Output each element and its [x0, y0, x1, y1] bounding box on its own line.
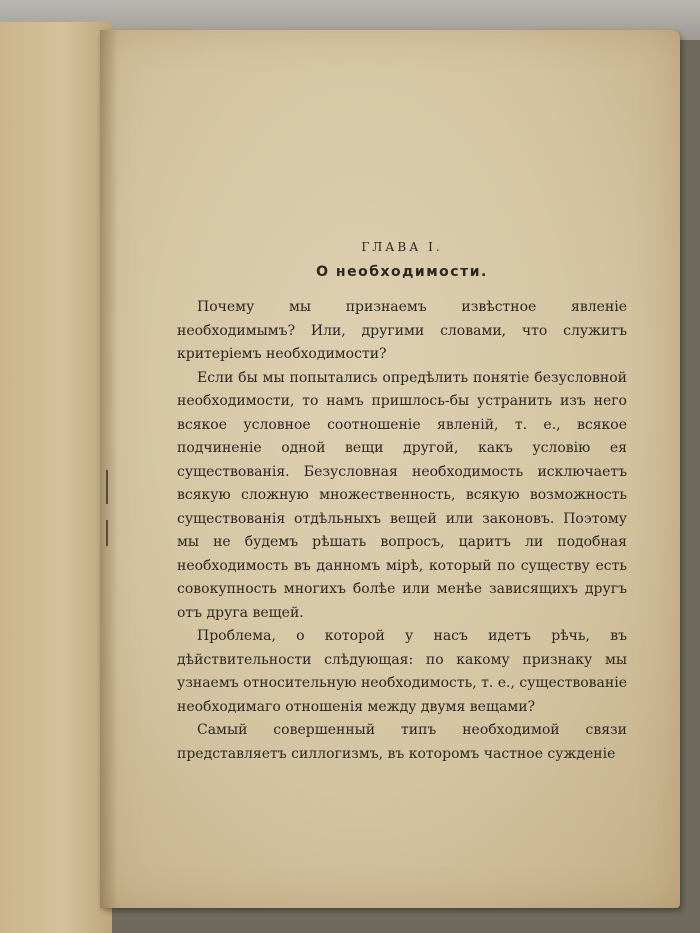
paragraph: Почему мы признаемъ извѣстное явленіе необходимымъ? Или, другими словами, что служитъ критеріемъ необходимости?	[177, 299, 627, 362]
chapter-title: О необходимости.	[316, 264, 488, 280]
page-text	[177, 240, 627, 766]
chapter-label: ГЛАВА I.	[361, 240, 443, 254]
paragraph: Самый совершенный типъ необходимой связи представляетъ силлогизмъ, въ которомъ частное сужденіе	[177, 722, 627, 762]
page-gutter	[100, 30, 118, 908]
book-page	[100, 30, 680, 908]
paragraph: Если бы мы попытались опредѣлить понятіе безусловной необходимости, то намъ пришлось-бы устранить изъ него всякое условное соотношеніе явленій, т. е., всякое подчиненіе одной вещи другой, какъ условію ея существованія. Безусловная необходимость исключаетъ всякую сложную множественность, всякую возможность существованія отдѣльныхъ вещей или законовъ. Поэтому мы не будемъ рѣшать вопросъ, царитъ ли подобная необходимость въ данномъ мірѣ, который по существу есть совокупность многихъ болѣе или менѣе зависящихъ другъ отъ друга вещей.	[177, 369, 627, 621]
left-page-edge	[0, 22, 112, 933]
binding-stitch	[106, 520, 108, 546]
paragraph: Проблема, о которой у насъ идетъ рѣчь, въ дѣйствительности слѣдующая: по какому признаку мы узнаемъ относительную необходимость, т. е., существованіе необходимаго отношенія между двумя вещами?	[177, 628, 627, 715]
binding-stitch	[106, 470, 108, 504]
